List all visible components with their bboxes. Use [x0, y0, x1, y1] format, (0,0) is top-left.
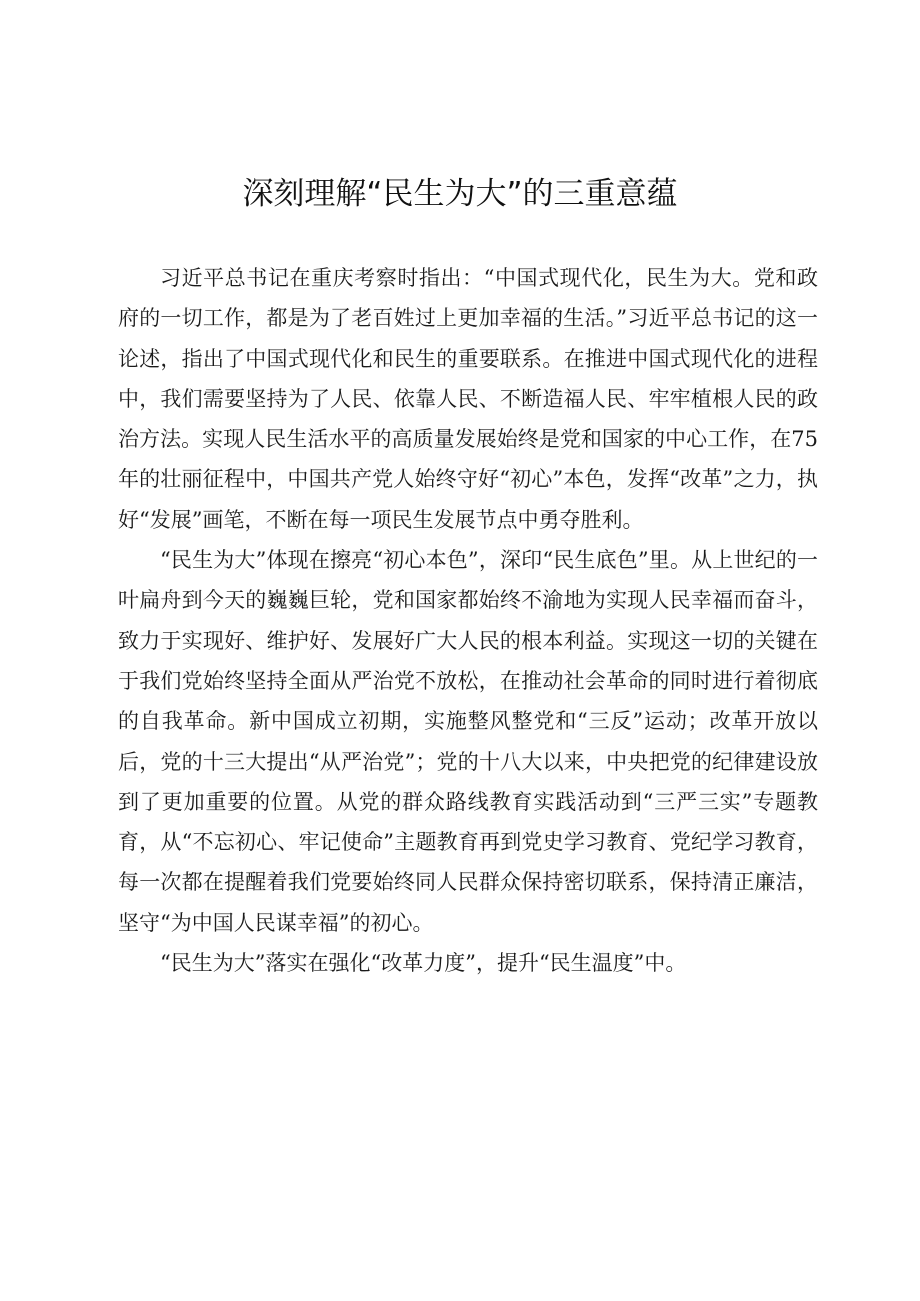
document-body	[118, 258, 818, 983]
paragraph-1: 习近平总书记在重庆考察时指出：“中国式现代化，民生为大。党和政府的一切工作，都是为了老百姓过上更加幸福的生活。”习近平总书记的这一论述，指出了中国式现代化和民生的重要联系。在推进中国式现代化的进程中，我们需要坚持为了人民、依靠人民、不断造福人民、牢牢植根人民的政治方法。实现人民生活水平的高质量发展始终是党和国家的中心工作，在75年的壮丽征程中，中国共产党人始终守好“初心”本色，发挥“改革”之力，执好“发展”画笔，不断在每一项民生发展节点中勇夺胜利。	[118, 266, 818, 532]
paragraph-2: “民生为大”体现在擦亮“初心本色”，深印“民生底色”里。从上世纪的一叶扁舟到今天的巍巍巨轮，党和国家都始终不渝地为实现人民幸福而奋斗，致力于实现好、维护好、发展好广大人民的根本利益。实现这一切的关键在于我们党始终坚持全面从严治党不放松，在推动社会革命的同时进行着彻底的自我革命。新中国成立初期，实施整风整党和“三反”运动；改革开放以后，党的十三大提出“从严治党”；党的十八大以来，中央把党的纪律建设放到了更加重要的位置。从党的群众路线教育实践活动到“三严三实”专题教育，从“不忘初心、牢记使命”主题教育再到党史学习教育、党纪学习教育，每一次都在提醒着我们党要始终同人民群众保持密切联系，保持清正廉洁，坚守“为中国人民谋幸福”的初心。	[118, 548, 818, 935]
document-title: 深刻理解“民生为大”的三重意蕴	[242, 176, 678, 212]
paragraph-3: “民生为大”落实在强化“改革力度”，提升“民生温度”中。	[160, 951, 687, 976]
